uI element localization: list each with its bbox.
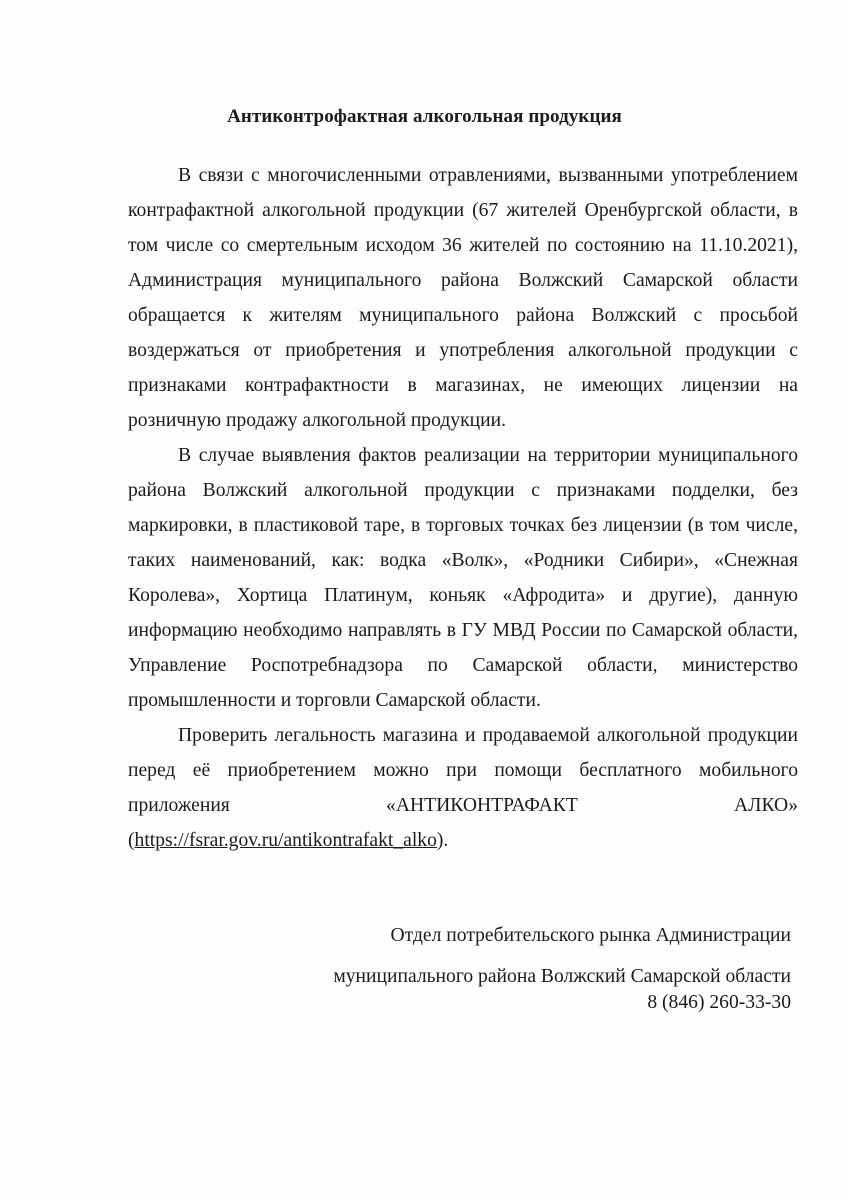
signature-department: Отдел потребительского рынка Администрации — [390, 925, 791, 946]
document-title: Антиконтрофактная алкогольная продукция — [227, 106, 622, 127]
fsrar-link[interactable]: https://fsrar.gov.ru/antikontrafakt_alko — [134, 830, 437, 851]
signature-organization: муниципального района Волжский Самарской области — [333, 966, 791, 987]
paragraph-3 — [128, 718, 798, 858]
signature-phone: 8 (846) 260-33-30 — [647, 992, 791, 1013]
paragraph-1: В связи с многочисленными отравлениями, вызванными употреблением контрафактной алкогольной продукции (67 жителей Оренбургской области, в том числе со смертельным исходом 36 жителей по состоянию на 11.10.2021), Администрация муниципального района Волжский Самарской области обращается к жителям муниципального района Волжский с просьбой воздержаться от приобретения и употребления алкогольной продукции с признаками контрафактности в магазинах, не имеющих лицензии на розничную продажу алкогольной продукции. — [128, 165, 798, 431]
link-close-paren: ). — [436, 830, 449, 851]
signature-block — [271, 918, 791, 1016]
link-open-paren: ( — [128, 830, 135, 851]
paragraph-3-text: Проверить легальность магазина и продаваемой алкогольной продукции перед её приобретением можно при помощи бесплатного мобильного приложения «АНТИКОНТРАФАКТ АЛКО» — [128, 725, 798, 816]
paragraph-2: В случае выявления фактов реализации на территории муниципального района Волжский алкогольной продукции с признаками подделки, без маркировки, в пластиковой таре, в торговых точках без лицензии (в том числе, таких наименований, как: водка «Волк», «Родники Сибири», «Снежная Королева», Хортица Платинум, коньяк «Афродита» и другие), данную информацию необходимо направлять в ГУ МВД России по Самарской области, Управление Роспотребнадзора по Самарской области, министерство промышленности и торговли Самарской области. — [128, 445, 798, 711]
document-body — [128, 158, 798, 858]
